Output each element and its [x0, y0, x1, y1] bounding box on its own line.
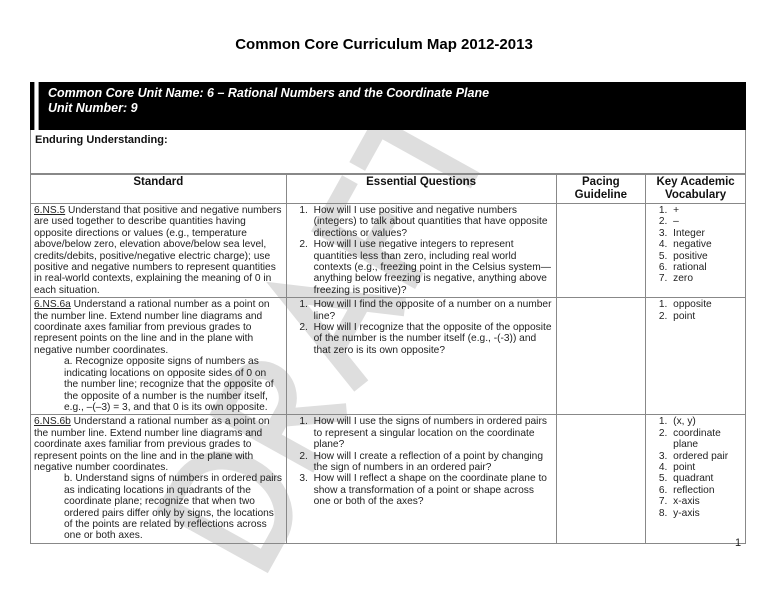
table-row [31, 415, 746, 543]
vocabulary-term: 6. rational [670, 262, 742, 273]
table-row [31, 298, 746, 415]
vocabulary-term: 8. y-axis [670, 508, 742, 519]
standard-text: Understand that positive and negative numbers are used together to describe quantities having opposite directions or values (e.g., temperature above/below zero, elevation above/below sea level, credits/debits, positive/negative electric charge); use positive and negative numbers to represent quantities in real-world contexts, explaining the meaning of 0 in each situation. [34, 205, 282, 296]
header-essential-questions: Essential Questions [286, 175, 556, 204]
vocabulary-term: 7. x-axis [670, 496, 742, 507]
enduring-understanding: Enduring Understanding: [30, 130, 746, 174]
vocabulary-term: 1. opposite [670, 299, 742, 310]
essential-questions-cell [286, 298, 556, 415]
standard-cell [31, 415, 287, 543]
document-title: Common Core Curriculum Map 2012-2013 [235, 36, 533, 53]
vocabulary-cell [646, 415, 746, 543]
essential-question: 3. How will I reflect a shape on the coordinate plane to show a transformation of a point or shape across one or both of the axes? [311, 473, 553, 507]
vocabulary-cell [646, 298, 746, 415]
vocabulary-term: 3. ordered pair [670, 451, 742, 462]
essential-question: 1. How will I use the signs of numbers in ordered pairs to represent a singular location on the coordinate plane? [311, 416, 553, 450]
vocabulary-term: 7. zero [670, 273, 742, 284]
standard-cell [31, 298, 287, 415]
standard-subpoint: a. Recognize opposite signs of numbers as indicating locations on opposite sides of 0 on the number line; recognize that the opposite of the opposite of a number is the number itself, e.g., –(–3) = 3, and that 0 is its own opposite. [64, 356, 274, 413]
essential-question: 2. How will I recognize that the opposite of the opposite of the number is the number itself (e.g., -(-3)) and that zero is its own opposite? [311, 322, 553, 356]
vocabulary-term: 5. positive [670, 251, 742, 262]
essential-question: 2. How will I create a reflection of a point by changing the sign of numbers in an ordered pair? [311, 451, 553, 474]
standard-text: Understand a rational number as a point on the number line. Extend number line diagrams and coordinate axes familiar from previous grades to represent points on the line and in the plane with negative number coordinates. [34, 299, 270, 356]
header-standard: Standard [31, 175, 287, 204]
vocabulary-term: 3. Integer [670, 228, 742, 239]
pacing-cell [556, 298, 646, 415]
curriculum-table [30, 174, 746, 544]
vocabulary-term: 1. (x, y) [670, 416, 742, 427]
vocabulary-term: 2. point [670, 311, 742, 322]
vocabulary-term: 4. point [670, 462, 742, 473]
unit-header [30, 82, 746, 130]
vocabulary-term: 1. + [670, 205, 742, 216]
standard-subpoint: b. Understand signs of numbers in ordered pairs as indicating locations in quadrants of the coordinate plane; recognize that when two ordered pairs differ only by signs, the locations of the points are related by reflections across one or both axes. [64, 473, 283, 542]
table-header-row [31, 175, 746, 204]
vocabulary-term: 2. – [670, 216, 742, 227]
essential-question: 1. How will I find the opposite of a number on a number line? [311, 299, 553, 322]
standard-code: 6.NS.6b [34, 416, 71, 428]
vocabulary-term: 6. reflection [670, 485, 742, 496]
vocabulary-term: 2. coordinate plane [670, 428, 742, 451]
vocabulary-term: 4. negative [670, 239, 742, 250]
header-vocabulary: Key Academic Vocabulary [646, 175, 746, 204]
unit-name: Common Core Unit Name: 6 – Rational Numbers and the Coordinate Plane [48, 86, 490, 100]
pacing-cell [556, 415, 646, 543]
table-row [31, 204, 746, 298]
pacing-cell [556, 204, 646, 298]
unit-header-bar [34, 82, 39, 130]
unit-number: Unit Number: 9 [48, 101, 138, 115]
vocabulary-term: 5. quadrant [670, 473, 742, 484]
essential-questions-cell [286, 415, 556, 543]
essential-questions-cell [286, 204, 556, 298]
essential-question: 2. How will I use negative integers to represent quantities less than zero, including real world contexts (e.g., freezing point in the Celsius system—anything below freezing is negative, anything above freezing is positive)? [311, 239, 553, 296]
header-pacing: Pacing Guideline [556, 175, 646, 204]
vocabulary-cell [646, 204, 746, 298]
page-number: 1 [735, 537, 742, 549]
standard-code: 6.NS.6a [34, 299, 71, 311]
essential-question: 1. How will I use positive and negative numbers (integers) to talk about quantities that have opposite directions or values? [311, 205, 553, 239]
standard-cell [31, 204, 287, 298]
standard-text: Understand a rational number as a point on the number line. Extend number line diagrams and coordinate axes familiar from previous grades to represent points on the line and in the plane with negative number coordinates. [34, 416, 270, 473]
standard-code: 6.NS.5 [34, 205, 66, 216]
